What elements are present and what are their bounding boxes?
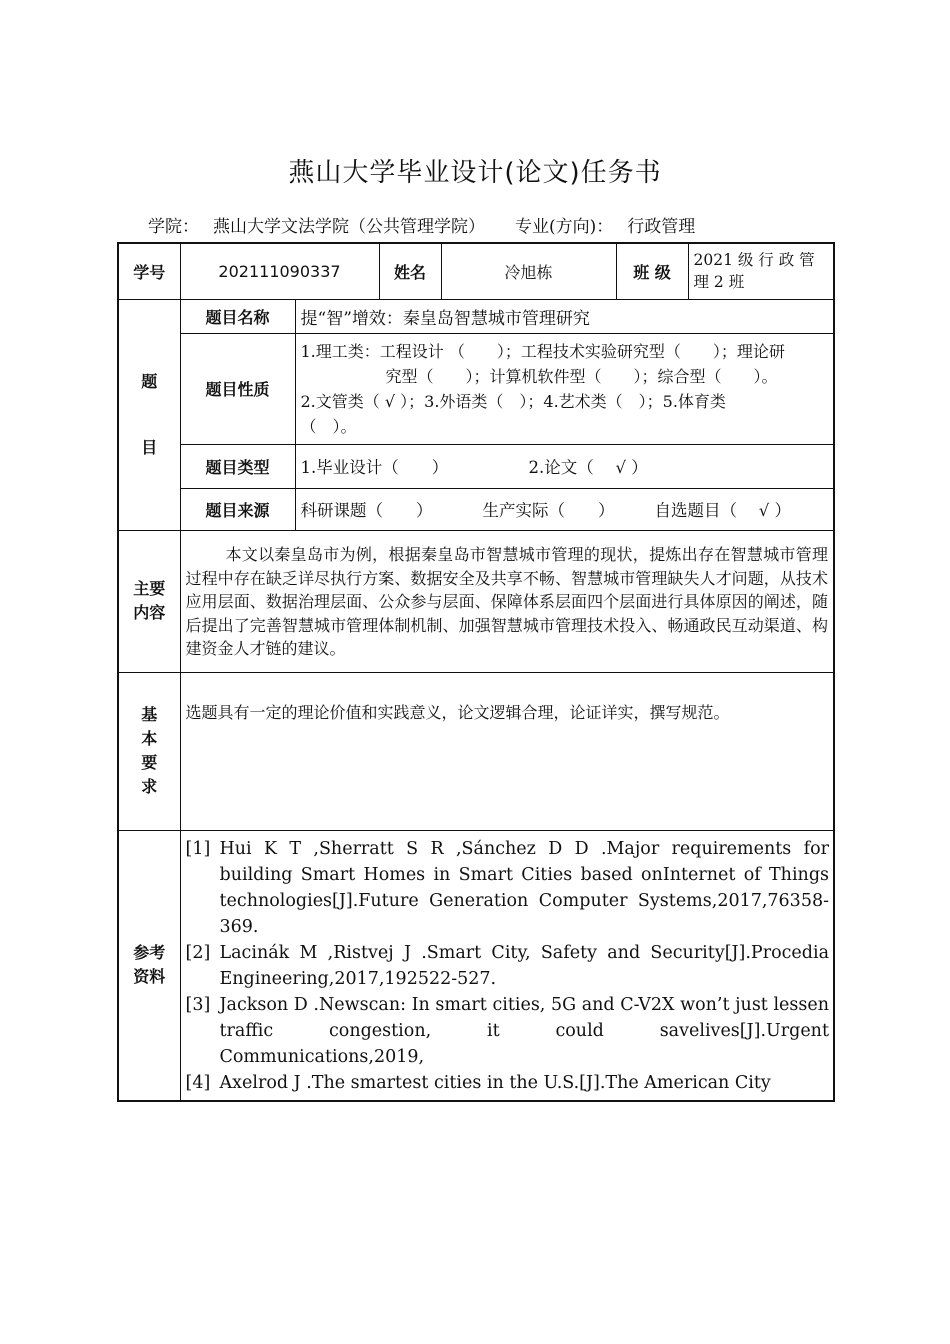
- references-list: [180, 830, 834, 1101]
- topic-type-row: [118, 444, 834, 488]
- reference-item: [1] Hui K T ,Sherratt S R ,Sánchez D D .Major requirements for building Smart Homes in Smart Cities based onInternet of Things technologies[J].Future Generation Computer Systems,2017,76358-369.: [185, 838, 829, 937]
- topic-type-value: [295, 444, 834, 488]
- name-value: 冷旭栋: [441, 243, 616, 299]
- source-option-research: 科研课题（ ）: [300, 501, 433, 520]
- class-label: 班 级: [616, 243, 688, 299]
- college-label: 学院：: [148, 217, 199, 237]
- student-info-row: [118, 243, 834, 299]
- reference-item: [3] Jackson D .Newscan: In smart cities, 5G and C-V2X won’t just lessen traffic congestion, it could savelives[J].Urgent Communications,2019,: [185, 994, 829, 1067]
- main-content-label: 主要 内容: [118, 530, 180, 672]
- topic-source-value: [295, 488, 834, 530]
- references-label: 参考 资料: [118, 830, 180, 1101]
- topic-name-row: [118, 299, 834, 333]
- task-table: [117, 242, 835, 1102]
- student-id-label: 学号: [118, 243, 180, 299]
- basic-requirements-text: 选题具有一定的理论价值和实践意义，论文逻辑合理，论证详实，撰写规范。: [180, 672, 834, 830]
- source-option-self: 自选题目（ √ ）: [654, 501, 792, 520]
- name-label: 姓名: [379, 243, 441, 299]
- reference-item: [2] Lacinák M ,Ristvej J .Smart City, Safety and Security[J].Procedia Engineering,2017,192522-527.: [185, 942, 829, 989]
- main-content-text: 本文以秦皇岛市为例，根据秦皇岛市智慧城市管理的现状，提炼出存在智慧城市管理过程中存在缺乏详尽执行方案、数据安全及共享不畅、智慧城市管理缺失人才问题，从技术应用层面、数据治理层面、公众参与层面、保障体系层面四个层面进行具体原因的阐述，随后提出了完善智慧城市管理体制机制、加强智慧城市管理技术投入、畅通政民互动渠道、构建资金人才链的建议。: [180, 530, 834, 672]
- topic-source-label: 题目来源: [180, 488, 295, 530]
- document-header: [148, 212, 695, 237]
- reference-item: [4] Axelrod J .The smartest cities in the U.S.[J].The American City: [185, 1072, 771, 1093]
- topic-source-row: [118, 488, 834, 530]
- basic-requirements-row: [118, 672, 834, 830]
- document-title: 燕山大学毕业设计(论文)任务书: [288, 158, 662, 188]
- source-option-production: 生产实际（ ）: [482, 501, 615, 520]
- topic-type-label: 题目类型: [180, 444, 295, 488]
- topic-section-label: 题 目: [118, 299, 180, 530]
- type-option-design: 1.毕业设计（ ）: [300, 458, 449, 477]
- college-value: 燕山大学文法学院（公共管理学院）: [213, 217, 485, 237]
- topic-nature-row: [118, 333, 834, 444]
- references-row: [118, 830, 834, 1101]
- student-id-value: 202111090337: [180, 243, 379, 299]
- major-value: 行政管理: [627, 217, 696, 237]
- topic-nature-label: 题目性质: [180, 333, 295, 444]
- topic-name-label: 题目名称: [180, 299, 295, 333]
- topic-nature-value: 1.理工类：工程设计 （ ）；工程技术实验研究型（ ）；理论研 究型（ ）；计算机软件型（ ）；综合型（ ）。 2.文管类（ √ ）；3.外语类（ ）；4.艺术类（ ）；5.体育类 （ ）。: [295, 333, 834, 444]
- major-label: 专业(方向)：: [515, 217, 614, 237]
- basic-requirements-label: 基 本 要 求: [118, 672, 180, 830]
- topic-name-value: 提“智”增效：秦皇岛智慧城市管理研究: [295, 299, 834, 333]
- main-content-row: [118, 530, 834, 672]
- type-option-thesis: 2.论文（ √ ）: [528, 458, 648, 477]
- class-value: 2021 级 行 政 管 理 2 班: [688, 243, 834, 299]
